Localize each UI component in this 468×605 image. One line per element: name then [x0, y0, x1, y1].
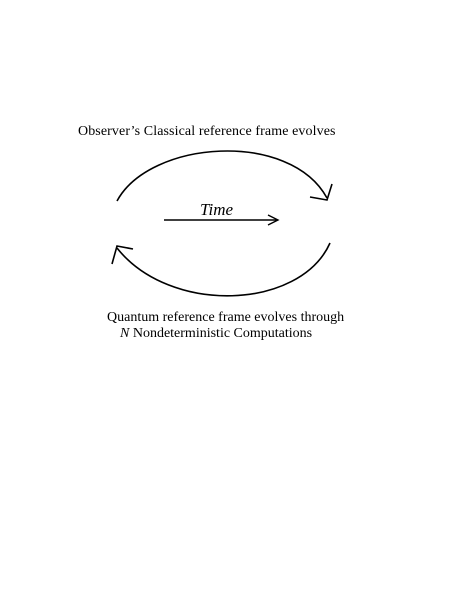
quantum-frame-caption-line1: Quantum reference frame evolves through [107, 310, 345, 325]
classical-frame-caption: Observer’s Classical reference frame evolves [78, 124, 336, 139]
upper-arc-arrowhead [310, 184, 332, 200]
time-label: Time [200, 200, 234, 219]
upper-cycle-arc [117, 151, 327, 201]
n-variable: N [120, 326, 130, 341]
lower-cycle-arc [117, 243, 330, 296]
computations-text: Nondeterministic Computations [129, 326, 313, 341]
quantum-frame-caption-line2 [120, 326, 312, 342]
